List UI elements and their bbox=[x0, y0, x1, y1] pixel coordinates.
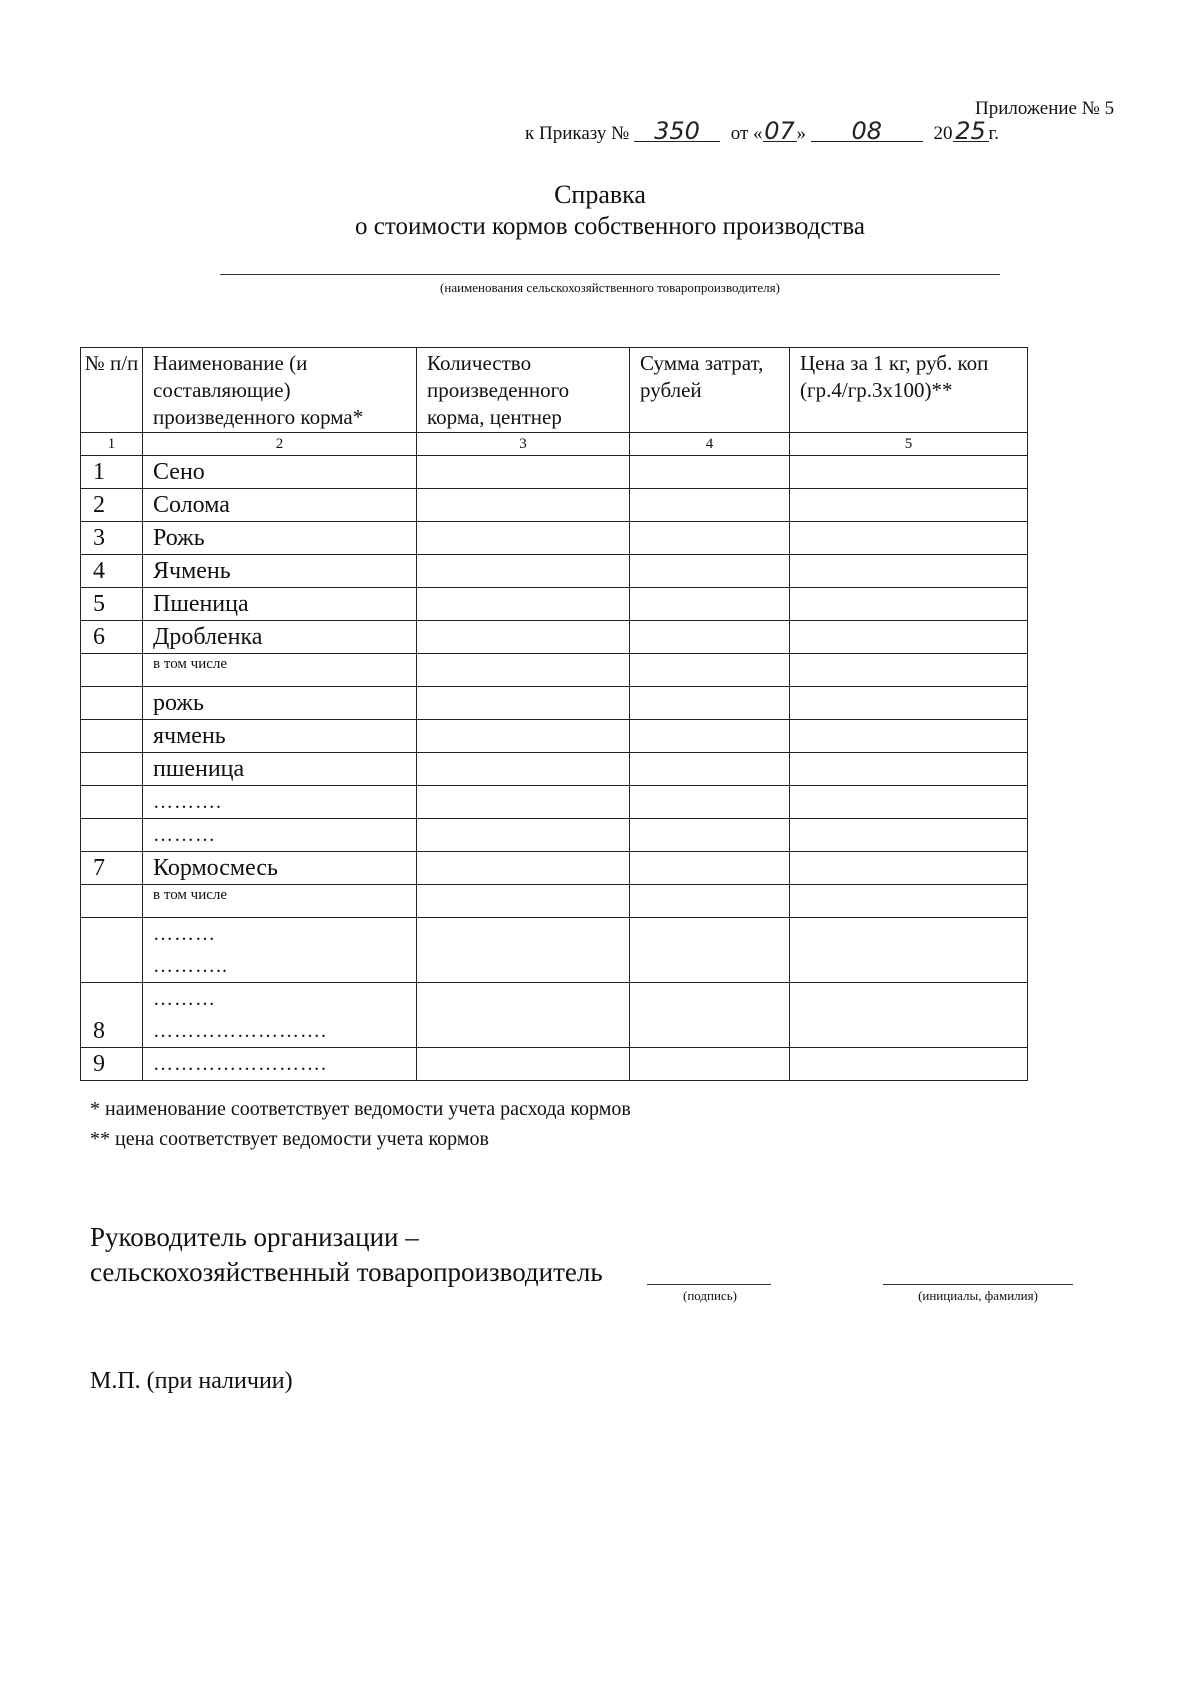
column-number-row bbox=[81, 433, 1028, 456]
signatory-title-line2: сельскохозяйственный товаропроизводитель bbox=[90, 1257, 603, 1287]
cost-cell bbox=[630, 489, 790, 522]
signatory-title-line1: Руководитель организации – bbox=[90, 1222, 419, 1252]
price-cell bbox=[790, 753, 1028, 786]
quantity-cell bbox=[417, 588, 630, 621]
header-price: Цена за 1 кг, руб. коп (гр.4/гр.3х100)** bbox=[790, 348, 1028, 433]
header-cost: Сумма затрат, рублей bbox=[630, 348, 790, 433]
row-number bbox=[81, 654, 143, 687]
column-number: 3 bbox=[417, 433, 630, 456]
year-prefix: 20 bbox=[933, 123, 953, 144]
row-name: в том числе bbox=[143, 885, 417, 918]
table-row bbox=[81, 1048, 1028, 1081]
row-name: рожь bbox=[143, 687, 417, 720]
quantity-cell bbox=[417, 687, 630, 720]
date-month: 08 bbox=[811, 121, 923, 142]
footnote-price: ** цена соответствует ведомости учета кормов bbox=[90, 1128, 489, 1150]
row-number bbox=[81, 983, 143, 1048]
row-number bbox=[81, 687, 143, 720]
column-number: 2 bbox=[143, 433, 417, 456]
date-close: » bbox=[796, 123, 807, 144]
cost-cell bbox=[630, 720, 790, 753]
table-row bbox=[81, 983, 1028, 1048]
cost-cell bbox=[630, 819, 790, 852]
row-number: 2 bbox=[81, 489, 143, 522]
quantity-cell bbox=[417, 621, 630, 654]
row-number: 9 bbox=[81, 1048, 143, 1081]
name-caption: (инициалы, фамилия) bbox=[918, 1288, 1038, 1303]
year-unit: г. bbox=[988, 123, 999, 144]
row-name: Кормосмесь bbox=[143, 852, 417, 885]
header-name: Наименование (и составляющие) произведенного корма* bbox=[143, 348, 417, 433]
row-name: ячмень bbox=[143, 720, 417, 753]
row-name-line: ……… bbox=[153, 988, 216, 1010]
quantity-cell bbox=[417, 456, 630, 489]
quantity-cell bbox=[417, 720, 630, 753]
cost-cell bbox=[630, 1048, 790, 1081]
row-name: Ячмень bbox=[143, 555, 417, 588]
table-row bbox=[81, 555, 1028, 588]
quantity-cell bbox=[417, 983, 630, 1048]
cost-cell bbox=[630, 786, 790, 819]
price-cell bbox=[790, 918, 1028, 983]
price-cell bbox=[790, 555, 1028, 588]
footnote-name: * наименование соответствует ведомости учета расхода кормов bbox=[90, 1098, 631, 1120]
row-number bbox=[81, 918, 143, 983]
price-cell bbox=[790, 720, 1028, 753]
signature-line bbox=[647, 1284, 771, 1285]
row-name: Сено bbox=[143, 456, 417, 489]
cost-cell bbox=[630, 456, 790, 489]
column-number: 4 bbox=[630, 433, 790, 456]
signature-caption: (подпись) bbox=[683, 1288, 737, 1303]
column-number: 5 bbox=[790, 433, 1028, 456]
table-row bbox=[81, 885, 1028, 918]
row-number: 1 bbox=[81, 456, 143, 489]
name-line bbox=[883, 1284, 1073, 1285]
table-header-row bbox=[81, 348, 1028, 433]
row-name: ……… bbox=[143, 819, 417, 852]
price-cell bbox=[790, 456, 1028, 489]
row-name-line: ……… bbox=[153, 923, 216, 945]
table-row bbox=[81, 522, 1028, 555]
quantity-cell bbox=[417, 654, 630, 687]
price-cell bbox=[790, 819, 1028, 852]
row-name: пшеница bbox=[143, 753, 417, 786]
order-number: 350 bbox=[634, 121, 720, 142]
cost-cell bbox=[630, 983, 790, 1048]
cost-cell bbox=[630, 588, 790, 621]
quantity-cell bbox=[417, 555, 630, 588]
table-row bbox=[81, 687, 1028, 720]
table-row bbox=[81, 753, 1028, 786]
row-number: 7 bbox=[81, 852, 143, 885]
quantity-cell bbox=[417, 786, 630, 819]
table-row bbox=[81, 786, 1028, 819]
quantity-cell bbox=[417, 489, 630, 522]
row-name: Дробленка bbox=[143, 621, 417, 654]
row-name: в том числе bbox=[143, 654, 417, 687]
row-number: 6 bbox=[81, 621, 143, 654]
row-name: Солома bbox=[143, 489, 417, 522]
cost-cell bbox=[630, 621, 790, 654]
table-row bbox=[81, 654, 1028, 687]
price-cell bbox=[790, 1048, 1028, 1081]
stamp-place-label: М.П. (при наличии) bbox=[90, 1368, 293, 1394]
date-prefix: от « bbox=[730, 123, 763, 144]
quantity-cell bbox=[417, 1048, 630, 1081]
cost-cell bbox=[630, 555, 790, 588]
row-number bbox=[81, 885, 143, 918]
cost-cell bbox=[630, 852, 790, 885]
row-number bbox=[81, 720, 143, 753]
price-cell bbox=[790, 654, 1028, 687]
feed-cost-table bbox=[80, 347, 1028, 1081]
year-suffix: 25 bbox=[953, 121, 989, 142]
quantity-cell bbox=[417, 522, 630, 555]
price-cell bbox=[790, 885, 1028, 918]
row-name: Рожь bbox=[143, 522, 417, 555]
price-cell bbox=[790, 852, 1028, 885]
price-cell bbox=[790, 983, 1028, 1048]
table-row bbox=[81, 489, 1028, 522]
row-name: Пшеница bbox=[143, 588, 417, 621]
quantity-cell bbox=[417, 918, 630, 983]
price-cell bbox=[790, 621, 1028, 654]
order-reference-line bbox=[525, 117, 999, 145]
price-cell bbox=[790, 786, 1028, 819]
row-name: ………. bbox=[143, 786, 417, 819]
row-number: 3 bbox=[81, 522, 143, 555]
table-row bbox=[81, 852, 1028, 885]
column-number: 1 bbox=[81, 433, 143, 456]
cost-cell bbox=[630, 918, 790, 983]
table-row bbox=[81, 720, 1028, 753]
row-name-line: ……….. bbox=[153, 955, 228, 977]
price-cell bbox=[790, 687, 1028, 720]
document-subtitle: о стоимости кормов собственного производства bbox=[355, 213, 865, 240]
appendix-label: Приложение № 5 bbox=[975, 98, 1115, 119]
row-number bbox=[81, 753, 143, 786]
row-name bbox=[143, 918, 417, 983]
header-number: № п/п bbox=[81, 348, 143, 433]
quantity-cell bbox=[417, 753, 630, 786]
quantity-cell bbox=[417, 819, 630, 852]
row-name: ……………………. bbox=[143, 1048, 417, 1081]
row-name bbox=[143, 983, 417, 1048]
table-row bbox=[81, 588, 1028, 621]
price-cell bbox=[790, 522, 1028, 555]
organization-name-caption: (наименования сельскохозяйственного товаропроизводителя) bbox=[440, 280, 780, 295]
price-cell bbox=[790, 489, 1028, 522]
organization-name-line bbox=[220, 274, 1000, 275]
cost-cell bbox=[630, 654, 790, 687]
row-number bbox=[81, 819, 143, 852]
cost-cell bbox=[630, 522, 790, 555]
row-number bbox=[81, 786, 143, 819]
quantity-cell bbox=[417, 852, 630, 885]
row-number-text: 8 bbox=[93, 1018, 105, 1044]
cost-cell bbox=[630, 753, 790, 786]
table-row bbox=[81, 918, 1028, 983]
quantity-cell bbox=[417, 885, 630, 918]
cost-cell bbox=[630, 687, 790, 720]
row-number: 5 bbox=[81, 588, 143, 621]
table-row bbox=[81, 621, 1028, 654]
order-prefix: к Приказу № bbox=[525, 123, 630, 144]
date-day: 07 bbox=[764, 117, 795, 145]
price-cell bbox=[790, 588, 1028, 621]
table-row bbox=[81, 819, 1028, 852]
document-title: Справка bbox=[554, 180, 646, 209]
row-name-line: ……………………. bbox=[153, 1020, 327, 1042]
row-number: 4 bbox=[81, 555, 143, 588]
header-quantity: Количество произведенного корма, центнер bbox=[417, 348, 630, 433]
table-row bbox=[81, 456, 1028, 489]
cost-cell bbox=[630, 885, 790, 918]
